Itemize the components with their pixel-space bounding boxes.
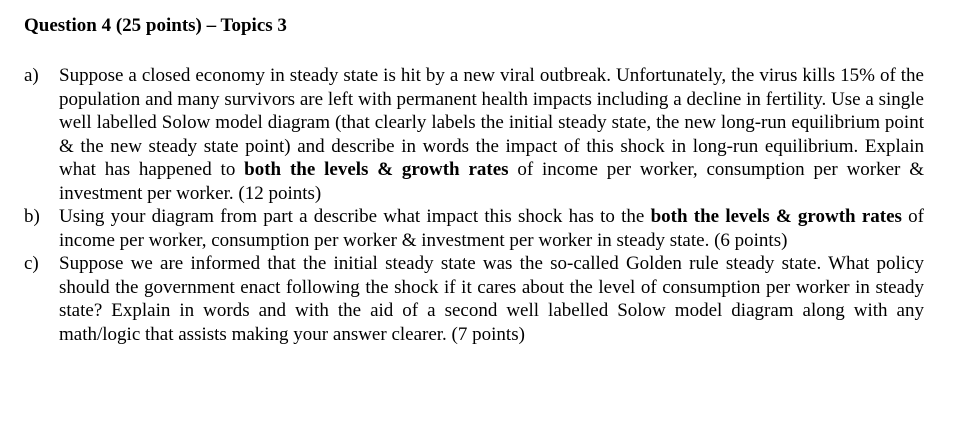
part-c-text-segment: Suppose we are informed that the initial steady state was the so-called Golden rule steady state. What policy should the government enact following the shock if it cares about the level of consumption per worker in steady state? Explain in words and with the aid of a second well labelled Solow model diagram along with any math/logic that assists making your answer clearer. (7 points): [59, 253, 924, 345]
question-title: Question 4 (25 points) – Topics 3: [24, 15, 287, 36]
part-b-letter: b): [24, 206, 40, 227]
part-a-text-segment: Suppose a closed economy in steady state is hit by a new viral outbreak. Unfortunately, the virus kills 15% of the population and many survivors are left with permanent health impacts including a decline in fertility. Use a single well labelled Solow model diagram (that clearly labels the initial steady state, the new long-run equilibrium point & the new steady state point) and describe in words the impact of this shock in long-run equilibrium. Explain what has happened to: [59, 65, 924, 180]
part-a-text-segment: of income per worker, consumption per worker & investment per worker. (12 points): [59, 159, 924, 204]
part-c-letter: c): [24, 253, 39, 274]
part-c: [24, 252, 924, 346]
part-b-text: [59, 205, 924, 252]
part-a: [24, 64, 924, 205]
part-b: [24, 205, 924, 252]
part-b-bold-phrase: both the levels & growth rates: [650, 206, 902, 227]
part-c-text: [59, 252, 924, 346]
question-parts-list: [24, 64, 924, 346]
part-a-bold-phrase: both the levels & growth rates: [244, 159, 509, 180]
part-b-text-segment: of income per worker, consumption per worker & investment per worker in steady state. (6 points): [59, 206, 924, 251]
part-a-text: [59, 64, 924, 205]
part-a-letter: a): [24, 65, 39, 86]
part-b-text-segment: Using your diagram from part a describe what impact this shock has to the: [59, 206, 651, 227]
